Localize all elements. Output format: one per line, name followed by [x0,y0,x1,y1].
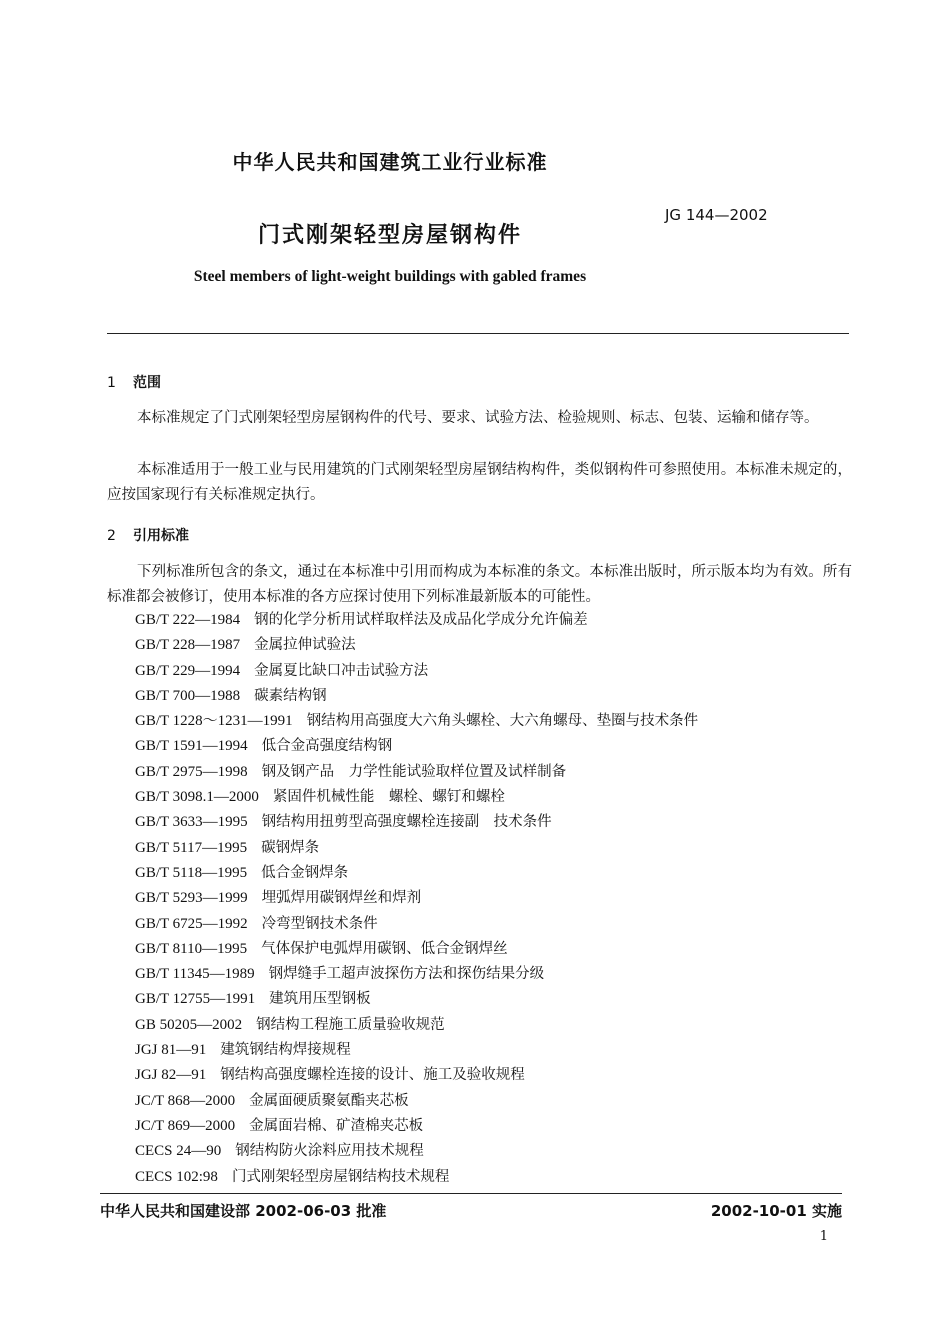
list-item [135,709,698,734]
list-item [135,633,698,658]
list-item [135,937,698,962]
reference-code: GB/T 228—1987 [135,637,241,654]
list-item [135,836,698,861]
list-item [135,684,698,709]
reference-name: 金属夏比缺口冲击试验方法 [254,662,429,679]
paragraph: 本标准适用于一般工业与民用建筑的门式刚架轻型房屋钢结构构件，类似钢构件可参照使用。本标准未规定的，应按国家现行有关标准规定执行。 [107,462,852,503]
reference-code: GB/T 8110—1995 [135,940,248,957]
paragraph: 下列标准所包含的条文，通过在本标准中引用而构成为本标准的条文。本标准出版时，所示版本均为有效。所有标准都会被修订，使用本标准的各方应探讨使用下列标准最新版本的可能性。 [107,564,852,605]
header-divider [107,333,849,334]
section-title: 范围 [133,375,161,391]
list-item [135,912,698,937]
reference-list [135,608,698,1190]
list-item [135,1089,698,1114]
list-item [135,785,698,810]
reference-name: 低合金高强度结构钢 [261,738,393,755]
reference-code: GB/T 3633—1995 [135,814,248,831]
reference-name: 门式刚架轻型房屋钢结构技术规程 [231,1168,450,1185]
english-title: Steel members of light-weight buildings with gabled frames [193,268,587,285]
page-number: 1 [819,1229,828,1244]
footer-divider [100,1193,842,1194]
reference-name: 碳钢焊条 [261,839,320,856]
reference-code: GB/T 12755—1991 [135,991,256,1008]
reference-code: GB/T 11345—1989 [135,966,255,983]
effective-date: 2002-10-01 实施 [710,1202,842,1220]
reference-code: GB/T 6725—1992 [135,915,248,932]
list-item [135,810,698,835]
reference-name: 紧固件机械性能 螺栓、螺钉和螺栓 [272,789,505,806]
section-number: 2 [107,528,116,544]
reference-code: GB/T 3098.1—2000 [135,789,259,806]
issuing-body-title: 中华人民共和国建筑工业行业标准 [232,150,548,174]
reference-code: GB/T 700—1988 [135,687,241,704]
reference-name: 金属面硬质聚氨酯夹芯板 [249,1092,409,1109]
reference-name: 钢结构高强度螺栓连接的设计、施工及验收规程 [220,1067,525,1084]
list-item [135,608,698,633]
list-item [135,1063,698,1088]
list-item [135,1038,698,1063]
reference-name: 钢焊缝手工超声波探伤方法和探伤结果分级 [268,966,545,983]
approval-line: 中华人民共和国建设部 2002-06-03 批准 [100,1202,387,1220]
reference-name: 冷弯型钢技术条件 [261,915,378,932]
reference-code: CECS 24—90 [135,1143,222,1160]
section-1-heading [107,372,161,392]
list-item [135,1139,698,1164]
reference-name: 金属面岩棉、矿渣棉夹芯板 [249,1117,424,1134]
reference-code: JGJ 82—91 [135,1067,207,1084]
section-title: 引用标准 [133,528,189,544]
reference-name: 低合金钢焊条 [261,864,349,881]
list-item [135,1114,698,1139]
reference-code: GB/T 2975—1998 [135,763,248,780]
reference-code: JC/T 868—2000 [135,1092,236,1109]
reference-code: GB/T 222—1984 [135,612,241,628]
reference-code: JGJ 81—91 [135,1042,207,1059]
reference-code: GB/T 5118—1995 [135,864,248,881]
list-item [135,987,698,1012]
reference-name: 气体保护电弧焊用碳钢、低合金钢焊丝 [261,940,508,957]
standard-code: JG 144—2002 [665,206,768,224]
reference-code: GB/T 1591—1994 [135,738,248,755]
reference-name: 钢结构用高强度大六角头螺栓、大六角螺母、垫圈与技术条件 [306,713,699,730]
list-item [135,734,698,759]
reference-name: 建筑钢结构焊接规程 [220,1042,351,1059]
reference-code: CECS 102:98 [135,1168,218,1185]
reference-name: 建筑用压型钢板 [269,991,371,1008]
list-item [135,886,698,911]
reference-name: 钢结构防火涂料应用技术规程 [235,1143,424,1160]
reference-code: JC/T 869—2000 [135,1117,236,1134]
reference-name: 碳素结构钢 [254,687,327,704]
section-2-heading [107,525,189,545]
reference-code: GB/T 1228～1231—1991 [135,713,293,730]
reference-name: 金属拉伸试验法 [254,637,356,654]
list-item [135,659,698,684]
reference-name: 埋弧焊用碳钢焊丝和焊剂 [261,890,422,907]
reference-name: 钢结构工程施工质量验收规范 [256,1016,445,1033]
reference-code: GB/T 229—1994 [135,662,241,679]
reference-name: 钢结构用扭剪型高强度螺栓连接副 技术条件 [261,814,552,831]
list-item [135,1013,698,1038]
reference-name: 钢的化学分析用试样取样法及成品化学成分允许偏差 [254,612,588,628]
list-item [135,962,698,987]
list-item [135,861,698,886]
reference-code: GB/T 5293—1999 [135,890,248,907]
list-item [135,1165,698,1190]
paragraph: 本标准规定了门式刚架轻型房屋钢构件的代号、要求、试验方法、检验规则、标志、包装、运输和储存等。 [137,410,819,426]
document-title: 门式刚架轻型房屋钢构件 [257,223,522,248]
reference-code: GB 50205—2002 [135,1016,243,1033]
reference-name: 钢及钢产品 力学性能试验取样位置及试样制备 [261,763,567,780]
section-number: 1 [107,375,116,391]
reference-code: GB/T 5117—1995 [135,839,248,856]
list-item [135,760,698,785]
